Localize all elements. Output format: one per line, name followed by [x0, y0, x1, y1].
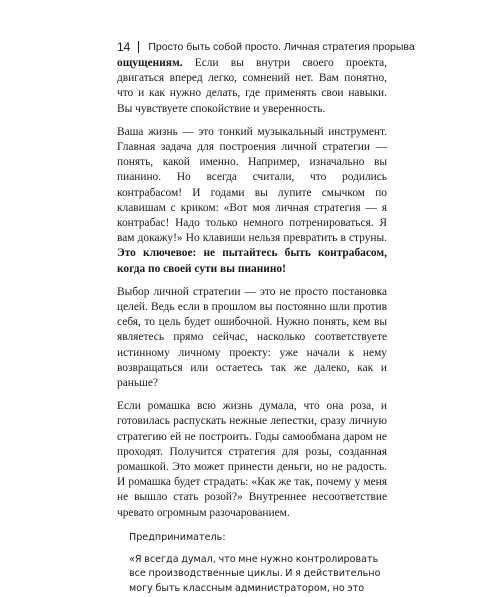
quote-block	[117, 531, 387, 597]
paragraph	[117, 56, 387, 117]
paragraph	[117, 125, 387, 277]
page-number: 14	[117, 40, 131, 54]
paragraph	[117, 285, 387, 391]
text-run: Выбор личной стратегии — это не просто постановка целей. Ведь если в прошлом вы постоянно шли против себя, то цель будет ошибочной. Нужно понять, кем вы являетесь прямо сейчас, насколько соответствуете истинному личному проекту: уже начали к нему возвращаться или остаетесь так же далеко, как и раньше?	[117, 285, 387, 390]
running-title: Просто быть собой просто. Личная стратегия прорыва	[148, 41, 415, 53]
paragraph	[117, 399, 387, 521]
text-run: Если ромашка всю жизнь думала, что она роза, и готовилась распускать нежные лепестки, сразу личную стратегию ей не построить. Годы самообмана даром не проходят. Получится стратегия для розы, созданная ромашкой. Это может принести деньги, но не радость. И ромашка будет страдать: «Как же так, почему у меня не вышло стать розой?» Внутреннее несоответствие чревато огромным разочарованием.	[117, 400, 387, 519]
bold-text: Это ключевое: не пытайтесь быть контрабасом, когда по своей сути вы пианино!	[117, 247, 387, 275]
running-header	[117, 40, 457, 54]
bold-text: ощущениям.	[117, 57, 183, 69]
quote-text: «Я всегда думал, что мне нужно контролировать все производственные циклы. И я действительно могу быть классным администратором, но это	[129, 553, 381, 595]
text-run: Если вы внутри своего проекта, двигаться вперед легко, сомнений нет. Вам понятно, что и как нужно делать, где применять свои навыки. Вы чувствуете спокойствие и уверенность.	[117, 57, 387, 115]
quote-label: Предприниматель:	[129, 531, 226, 543]
header-separator	[138, 41, 139, 53]
text-run: Ваша жизнь — это тонкий музыкальный инструмент. Главная задача для построения личной стратегии — понять, какой именно. Например, изначально вы пианино. Но всегда считали, что родились контрабасом! И годами вы лупите смычком по клавишам с криком: «Вот моя личная стратегия — я контрабас! Надо только немного потренироваться. Я вам докажу!» Но клавиши нельзя превратить в струны.	[117, 125, 387, 245]
page-body	[117, 56, 387, 597]
